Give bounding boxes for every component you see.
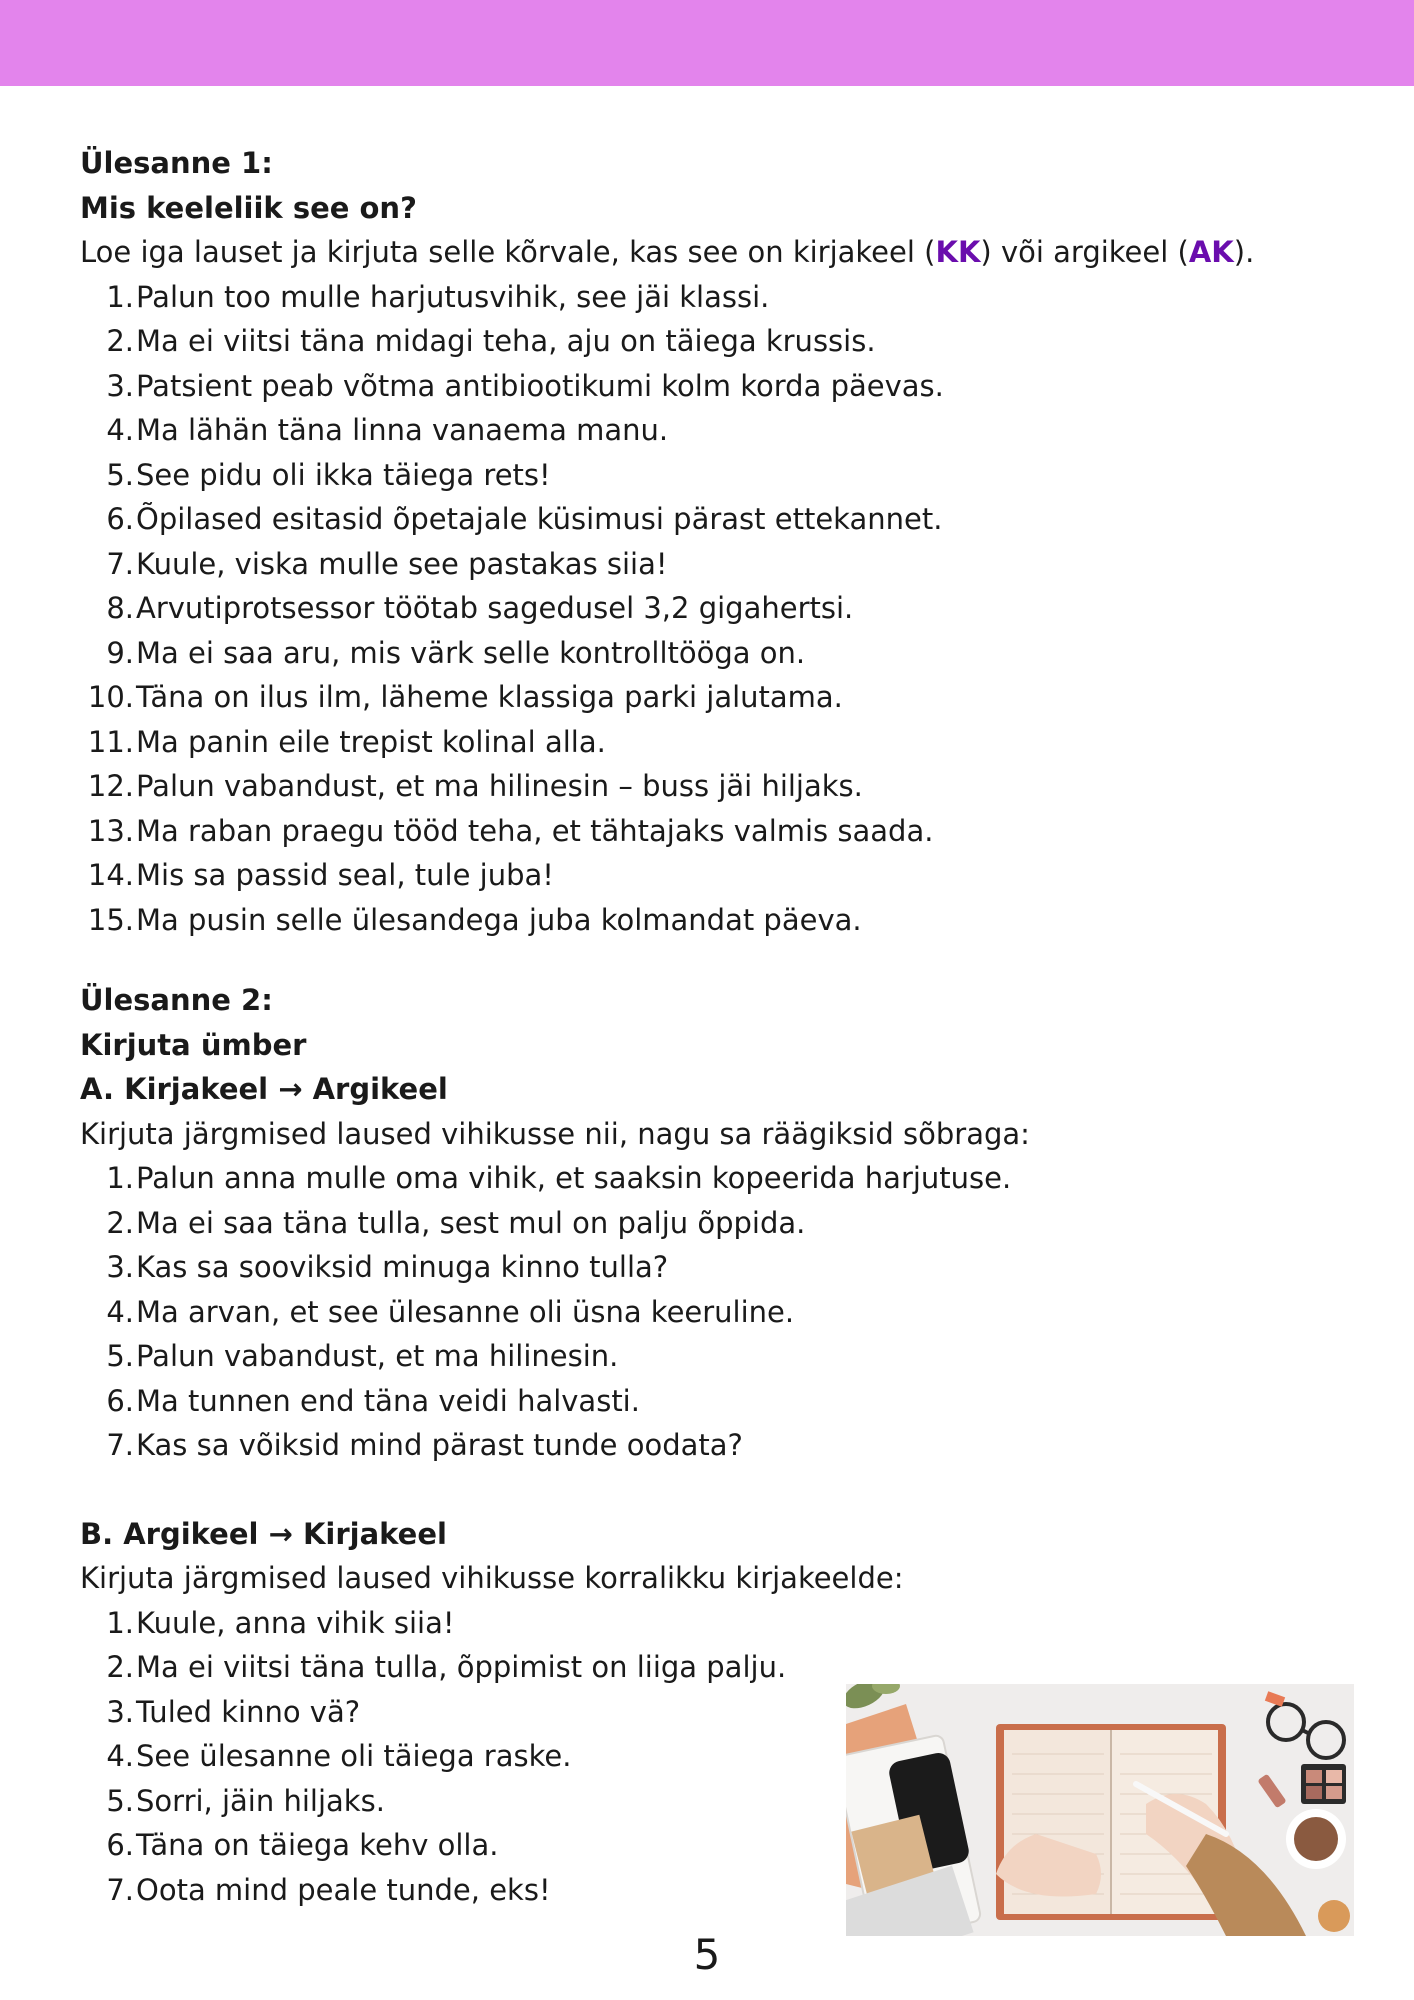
item-text: Täna on täiega kehv olla.	[136, 1828, 499, 1862]
list-item	[80, 1379, 1350, 1424]
list-item	[80, 1423, 1350, 1468]
task1-instruction-before: Loe iga lauset ja kirjuta selle kõrvale, kas see on kirjakeel (	[80, 235, 936, 269]
item-number: 12.	[87, 769, 134, 803]
list-item	[80, 675, 1350, 720]
item-number: 7.	[106, 1428, 134, 1462]
list-item	[80, 764, 1350, 809]
photo-illustration	[846, 1684, 1354, 1936]
list-item	[80, 1290, 1350, 1335]
list-item	[80, 542, 1350, 587]
item-number: 10.	[87, 680, 134, 714]
list-item	[80, 720, 1350, 765]
item-number: 15.	[87, 902, 134, 937]
item-number: 6.	[106, 1383, 134, 1418]
item-text: Sorri, jäin hiljaks.	[136, 1783, 385, 1818]
list-item	[80, 1156, 1350, 1201]
item-number: 1.	[106, 1161, 134, 1195]
item-number: 4.	[106, 1294, 134, 1329]
item-text: Ma pusin selle ülesandega juba kolmandat päeva.	[136, 902, 862, 937]
list-item	[80, 275, 1350, 320]
list-item	[80, 1245, 1350, 1290]
list-item	[80, 408, 1350, 453]
item-number: 8.	[106, 591, 134, 625]
task2-title: Kirjuta ümber	[80, 1027, 307, 1062]
item-number: 6.	[106, 1828, 134, 1862]
list-item	[80, 586, 1350, 631]
list-item	[80, 1201, 1350, 1246]
partB-instruction: Kirjuta järgmised laused vihikusse korralikku kirjakeelde:	[80, 1561, 904, 1595]
item-number: 9.	[106, 635, 134, 670]
item-text: Tuled kinno vä?	[136, 1694, 361, 1729]
item-number: 3.	[106, 1694, 134, 1729]
item-text: Palun vabandust, et ma hilinesin.	[136, 1339, 619, 1373]
item-number: 11.	[87, 724, 134, 759]
task2-heading: Ülesanne 2:	[80, 983, 273, 1017]
item-number: 6.	[106, 502, 134, 536]
list-item	[80, 453, 1350, 498]
item-text: Õpilased esitasid õpetajale küsimusi pärast ettekannet.	[136, 502, 943, 536]
item-text: Ma ei viitsi täna midagi teha, aju on täiega krussis.	[136, 324, 876, 358]
item-number: 3.	[106, 1250, 134, 1284]
item-number: 5.	[106, 1783, 134, 1818]
item-text: Arvutiprotsessor töötab sagedusel 3,2 gigahertsi.	[136, 591, 854, 625]
partA-heading: A. Kirjakeel → Argikeel	[80, 1072, 448, 1106]
item-text: Täna on ilus ilm, läheme klassiga parki jalutama.	[136, 680, 843, 714]
item-number: 4.	[106, 413, 134, 447]
item-number: 7.	[106, 546, 134, 581]
list-item	[80, 631, 1350, 676]
item-number: 14.	[87, 858, 134, 892]
list-item	[80, 809, 1350, 854]
item-text: Ma panin eile trepist kolinal alla.	[136, 724, 606, 759]
task1-instruction-middle: ) või argikeel (	[980, 235, 1189, 269]
item-text: Ma lähän täna linna vanaema manu.	[136, 413, 669, 447]
partA-instruction: Kirjuta järgmised laused vihikusse nii, nagu sa räägiksid sõbraga:	[80, 1116, 1030, 1151]
task1-instruction	[80, 230, 1350, 275]
worksheet-content	[80, 141, 1350, 1912]
list-item	[80, 853, 1350, 898]
desk-notebook-photo	[846, 1684, 1354, 1936]
item-text: See ülesanne oli täiega raske.	[136, 1739, 572, 1773]
list-item	[80, 1334, 1350, 1379]
list-item	[80, 364, 1350, 409]
item-number: 2.	[106, 1205, 134, 1240]
page-number: 5	[693, 1930, 721, 1979]
partB-heading: B. Argikeel → Kirjakeel	[80, 1516, 447, 1551]
item-number: 1.	[106, 1605, 134, 1640]
item-number: 13.	[87, 813, 134, 848]
item-number: 5.	[106, 1339, 134, 1373]
item-text: Ma ei saa täna tulla, sest mul on palju õppida.	[136, 1205, 806, 1240]
item-text: Palun too mulle harjutusvihik, see jäi klassi.	[136, 279, 770, 314]
item-text: Mis sa passid seal, tule juba!	[136, 858, 554, 892]
list-item	[80, 1645, 1350, 1690]
item-text: See pidu oli ikka täiega rets!	[136, 457, 551, 492]
partA-sentence-list	[80, 1156, 1350, 1468]
task1-title: Mis keeleliik see on?	[80, 190, 417, 225]
item-text: Kas sa sooviksid minuga kinno tulla?	[136, 1250, 669, 1284]
item-number: 3.	[106, 368, 134, 403]
item-text: Ma ei saa aru, mis värk selle kontrolltööga on.	[136, 635, 806, 670]
item-text: Palun anna mulle oma vihik, et saaksin kopeerida harjutuse.	[136, 1161, 1012, 1195]
item-number: 2.	[106, 324, 134, 358]
item-text: Ma arvan, et see ülesanne oli üsna keeruline.	[136, 1294, 795, 1329]
header-bar	[0, 0, 1414, 86]
list-item	[80, 497, 1350, 542]
code-ak: AK	[1188, 235, 1234, 269]
item-text: Ma ei viitsi täna tulla, õppimist on liiga palju.	[136, 1650, 787, 1684]
task1-heading: Ülesanne 1:	[80, 146, 273, 180]
item-text: Kuule, viska mulle see pastakas siia!	[136, 546, 668, 581]
item-number: 4.	[106, 1739, 134, 1773]
item-text: Kuule, anna vihik siia!	[136, 1605, 455, 1640]
item-text: Palun vabandust, et ma hilinesin – buss jäi hiljaks.	[136, 769, 863, 803]
item-number: 5.	[106, 457, 134, 492]
list-item	[80, 1601, 1350, 1646]
item-text: Ma tunnen end täna veidi halvasti.	[136, 1383, 640, 1418]
item-number: 1.	[106, 279, 134, 314]
item-text: Oota mind peale tunde, eks!	[136, 1872, 551, 1907]
item-number: 7.	[106, 1872, 134, 1907]
spacer	[80, 942, 1350, 978]
code-kk: KK	[935, 235, 981, 269]
list-item	[80, 898, 1350, 943]
item-text: Ma raban praegu tööd teha, et tähtajaks valmis saada.	[136, 813, 934, 848]
item-text: Kas sa võiksid mind pärast tunde oodata?	[136, 1428, 743, 1462]
item-number: 2.	[106, 1650, 134, 1684]
task1-instruction-after: ).	[1233, 235, 1255, 269]
spacer	[80, 1468, 1350, 1512]
task1-sentence-list	[80, 275, 1350, 943]
item-text: Patsient peab võtma antibiootikumi kolm korda päevas.	[136, 368, 944, 403]
list-item	[80, 319, 1350, 364]
